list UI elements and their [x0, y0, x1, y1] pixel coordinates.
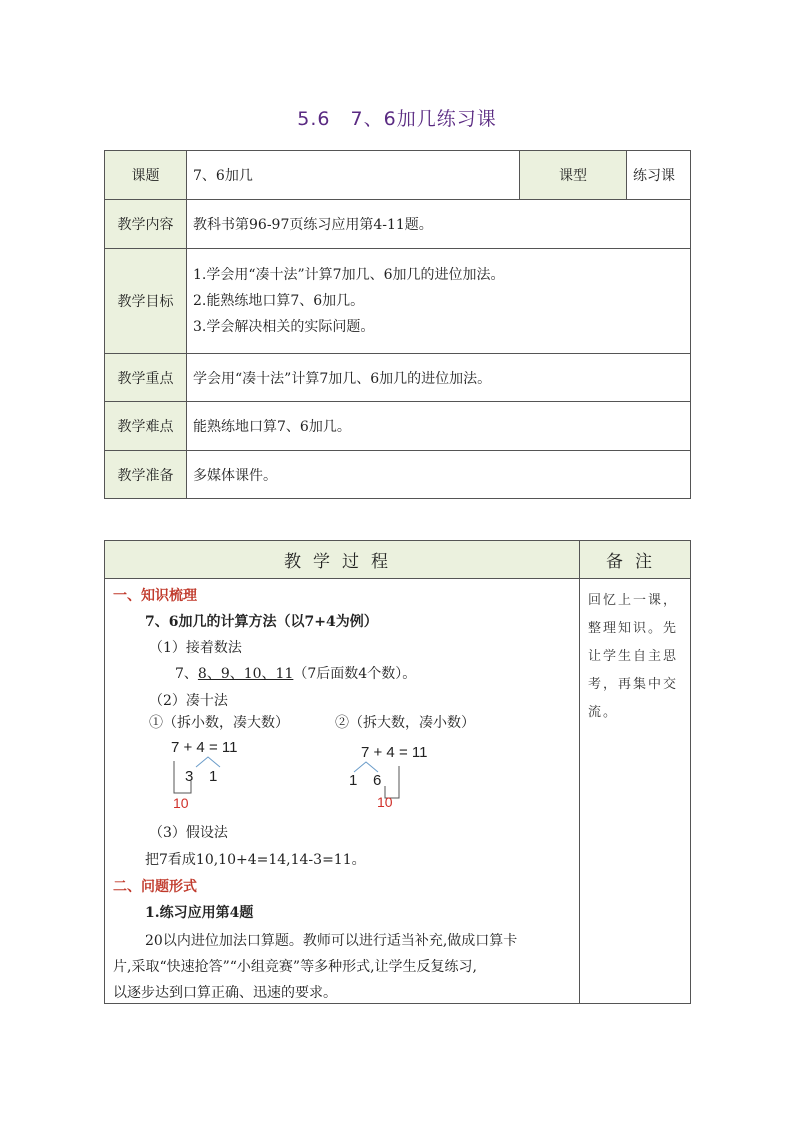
equation-1: 7 + 4 = 11: [171, 739, 238, 756]
question-text-line: 以逐步达到口算正确、迅速的要求。: [113, 985, 337, 1001]
content-label: 教学内容: [105, 200, 187, 249]
question-text-line: 片,采取“快速抢答”“小组竞赛”等多种形式,让学生反复练习,: [113, 959, 477, 975]
prep-label: 教学准备: [105, 451, 187, 499]
key-label: 教学重点: [105, 354, 187, 402]
goals-label: 教学目标: [105, 249, 187, 354]
split-part-b-1: 1: [209, 768, 218, 785]
goals-list: [187, 249, 691, 354]
method2-option1: ①（拆小数，凑大数）: [149, 715, 289, 731]
method3-title: （3）假设法: [149, 825, 228, 841]
split-part-a-2: 1: [349, 772, 358, 789]
key-value: 学会用“凑十法”计算7加几、6加几的进位加法。: [187, 354, 691, 402]
topic-value: 7、6加几: [187, 151, 520, 200]
section-title: 一、知识梳理: [113, 588, 197, 604]
type-label: 课型: [520, 151, 627, 200]
lesson-info-table: [104, 150, 691, 499]
question-title: 1.练习应用第4题: [145, 905, 254, 921]
content-value: 教科书第96-97页练习应用第4-11题。: [187, 200, 691, 249]
goal-item: 3.学会解决相关的实际问题。: [193, 319, 375, 335]
difficulty-value: 能熟练地口算7、6加几。: [187, 402, 691, 451]
notes-header: 备注: [580, 541, 691, 579]
section-title: 二、问题形式: [113, 879, 197, 895]
method2-title: （2）凑十法: [149, 693, 228, 709]
type-value: 练习课: [627, 151, 691, 200]
goal-item: 2.能熟练地口算7、6加几。: [193, 293, 365, 309]
difficulty-label: 教学难点: [105, 402, 187, 451]
teaching-process-table: [104, 540, 691, 1004]
method3-text: 把7看成10,10+4=14,14-3=11。: [145, 852, 366, 868]
notes-content: 回忆上一课，整理知识。先让学生自主思考，再集中交流。: [580, 579, 691, 1004]
method-title: 7、6加几的计算方法（以7+4为例）: [145, 614, 378, 630]
equation-2: 7 + 4 = 11: [361, 744, 428, 761]
prep-value: 多媒体课件。: [187, 451, 691, 499]
counting-sequence: 7、8、9、10、11（7后面数4个数）。: [175, 666, 417, 682]
split-part-a-1: 3: [185, 768, 194, 785]
ten-result-2: 10: [377, 794, 393, 810]
question-text-line: 20以内进位加法口算题。教师可以进行适当补充,做成口算卡: [145, 933, 518, 949]
method1-title: （1）接着数法: [149, 640, 242, 656]
split-part-b-2: 6: [373, 772, 382, 789]
topic-label: 课题: [105, 151, 187, 200]
process-content: [105, 579, 580, 1004]
page-title: 5.6 7、6加几练习课: [297, 108, 497, 130]
process-header: 教学过程: [105, 541, 580, 579]
goal-item: 1.学会用“凑十法”计算7加几、6加几的进位加法。: [193, 267, 505, 283]
ten-result-1: 10: [173, 795, 189, 811]
method2-option2: ②（拆大数，凑小数）: [335, 715, 475, 731]
